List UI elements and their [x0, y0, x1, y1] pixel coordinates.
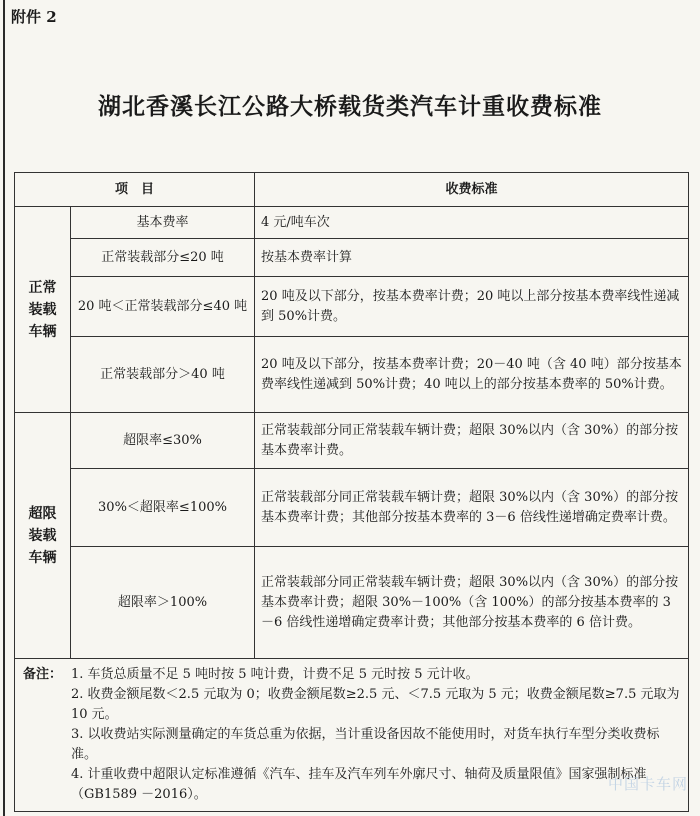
row-standard: 正常装载部分同正常装载车辆计费；超限 30%以内（含 30%）的部分按基本费率计费；超限 30%－100%（含 100%）的部分按基本费率的 3－6 倍线性递增确定费率计费；其他部分按基本费率的 6 倍计费。: [255, 547, 689, 659]
row-standard: 20 吨及以下部分，按基本费率计费；20－40 吨（含 40 吨）部分按基本费率线性递减到 50%计费；40 吨以上的部分按基本费率的 50%计费。: [255, 337, 689, 413]
note-item: 3. 以收费站实际测量确定的车货总重为依据，当计重设备因故不能使用时，对货车执行车型分类收费标准。: [71, 727, 660, 762]
row-standard: 按基本费率计算: [255, 239, 689, 277]
row-standard: 4 元/吨车次: [255, 207, 689, 239]
notes-row: [15, 659, 689, 812]
header-item: 项 目: [15, 173, 255, 207]
row-item: 超限率≤30%: [71, 413, 255, 469]
group-label-overloaded: 超限 装载 车辆: [15, 413, 71, 659]
notes-section: [15, 659, 689, 812]
table-row: [15, 207, 689, 239]
row-item: 20 吨＜正常装载部分≤40 吨: [71, 277, 255, 337]
fee-standard-table: [14, 172, 689, 812]
table-row: [15, 337, 689, 413]
table-row: [15, 239, 689, 277]
row-standard: 正常装载部分同正常装载车辆计费；超限 30%以内（含 30%）的部分按基本费率计费。: [255, 413, 689, 469]
group-label-normal: 正常 装载 车辆: [15, 207, 71, 413]
notes-label: 备注：: [23, 667, 63, 682]
note-item: 4. 计重收费中超限认定标准遵循《汽车、挂车及汽车列车外廓尺寸、轴荷及质量限值》国家强制标准（GB1589 －2016）。: [71, 767, 647, 802]
note-item: 1. 车货总质量不足 5 吨时按 5 吨计费，计费不足 5 元时按 5 元计收。: [71, 667, 479, 682]
left-margin-rule: [3, 0, 5, 816]
note-item: 2. 收费金额尾数＜2.5 元取为 0；收费金额尾数≥2.5 元、＜7.5 元取为 5 元；收费金额尾数≥7.5 元取为 10 元。: [71, 687, 680, 722]
table-header-row: [15, 173, 689, 207]
watermark-logo: 中国卡车网: [607, 775, 688, 793]
table-row: [15, 277, 689, 337]
row-standard: 正常装载部分同正常装载车辆计费；超限 30%以内（含 30%）的部分按基本费率计费；其他部分按基本费率的 3－6 倍线性递增确定费率计费。: [255, 469, 689, 547]
attachment-label: 附件 2: [11, 8, 57, 26]
row-item: 超限率＞100%: [71, 547, 255, 659]
row-item: 基本费率: [71, 207, 255, 239]
row-item: 正常装载部分＞40 吨: [71, 337, 255, 413]
header-standard: 收费标准: [255, 173, 689, 207]
table-row: [15, 469, 689, 547]
table-row: [15, 547, 689, 659]
row-item: 正常装载部分≤20 吨: [71, 239, 255, 277]
document-title: 湖北香溪长江公路大桥载货类汽车计重收费标准: [98, 94, 602, 120]
table-row: [15, 413, 689, 469]
row-item: 30%＜超限率≤100%: [71, 469, 255, 547]
row-standard: 20 吨及以下部分，按基本费率计费；20 吨以上部分按基本费率线性递减到 50%计费。: [255, 277, 689, 337]
